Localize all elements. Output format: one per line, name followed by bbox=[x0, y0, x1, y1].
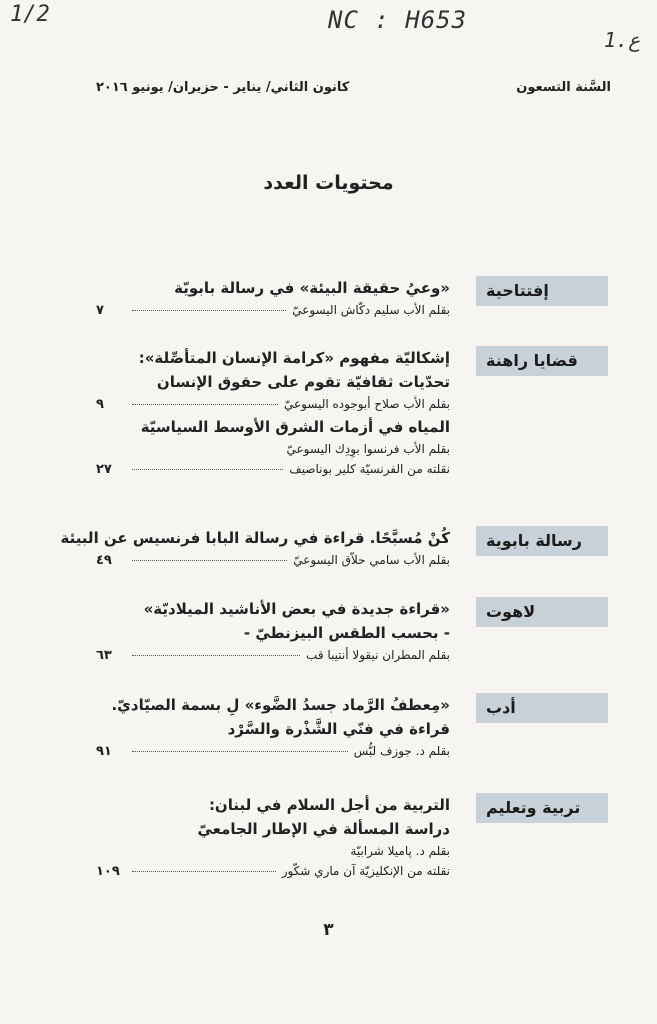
article-title: قراءة في فنّي الشَّذْرة والسَّرْد bbox=[227, 720, 450, 738]
issue-date: كانون الثاني/ يناير - حزيران/ يونيو ٢٠١٦ bbox=[96, 80, 350, 95]
dot-leader bbox=[132, 871, 276, 872]
handwritten-catalog-code: NC : H653 bbox=[328, 6, 468, 34]
author-credit: بقلم د. جوزف لبُّس bbox=[353, 744, 450, 758]
page-ref: ٢٧ bbox=[96, 462, 112, 477]
article-author-line bbox=[96, 394, 450, 415]
article-title: كُنْ مُسبَّحًا. قراءة في رسالة البابا فرنسيس عن البيئة bbox=[60, 529, 450, 547]
toc-entries bbox=[96, 346, 450, 480]
page-ref: ٩١ bbox=[96, 744, 112, 759]
category-label: رسالة بابوية bbox=[476, 526, 608, 556]
toc-entries bbox=[96, 276, 450, 321]
dot-leader bbox=[132, 404, 278, 405]
category-label: أدب bbox=[476, 693, 608, 723]
article-title: «مِعطفُ الرَّماد جسدُ الضَّوء» لِ بسمة الصيّاديّ. bbox=[111, 696, 450, 714]
toc-entries bbox=[96, 597, 450, 666]
article-title: تحدّيات ثقافيّة تقوم على حقوق الإنسان bbox=[156, 373, 450, 391]
article-author-line bbox=[96, 439, 450, 459]
category-label: تربية وتعليم bbox=[476, 793, 608, 823]
article-title: إشكاليّة مفهوم «كرامة الإنسان المتأصِّلة»: bbox=[138, 349, 450, 367]
author-credit: بقلم الأب سامي حلاّق اليسوعيّ bbox=[293, 553, 450, 567]
page-ref: ٧ bbox=[96, 303, 104, 318]
dot-leader bbox=[132, 560, 287, 561]
page-ref: ١٠٩ bbox=[96, 864, 120, 879]
article-title: «قراءة جديدة في بعض الأناشيد الميلاديّة» bbox=[143, 600, 450, 618]
article-title: التربية من أجل السلام في لبنان: bbox=[208, 796, 450, 814]
author-credit: بقلم الأب صلاح أبوجوده اليسوعيّ bbox=[284, 397, 450, 411]
article-title: دراسة المسألة في الإطار الجامعيّ bbox=[197, 820, 450, 838]
article-author-line bbox=[96, 861, 450, 882]
dot-leader bbox=[132, 310, 286, 311]
category-label: قضايا راهنة bbox=[476, 346, 608, 376]
article-author-line bbox=[96, 459, 450, 480]
article-title: «وعيُ حقيقة البيئة» في رسالة بابويّة bbox=[174, 279, 450, 297]
dot-leader bbox=[132, 655, 300, 656]
article-author-line bbox=[96, 300, 450, 321]
author-credit: بقلم د. پاميلا شرابيّة bbox=[350, 844, 450, 858]
author-credit: بقلم المطران نيقولا أنتيبا قب bbox=[306, 648, 450, 662]
author-credit: بقلم الأب فرنسوا بوِدِك اليسوعيّ bbox=[286, 442, 450, 456]
category-label: لاهوت bbox=[476, 597, 608, 627]
dot-leader bbox=[132, 469, 283, 470]
article-title: - بحسب الطقس البيزنطيّ - bbox=[243, 624, 450, 642]
category-label: إفتتاحية bbox=[476, 276, 608, 306]
handwritten-fraction: 1/2 bbox=[10, 2, 50, 27]
page-ref: ٤٩ bbox=[96, 553, 112, 568]
handwritten-corner-mark: 1.ع bbox=[604, 28, 641, 52]
page-ref: ٦٣ bbox=[96, 648, 112, 663]
article-author-line bbox=[96, 741, 450, 762]
page-header bbox=[96, 80, 611, 100]
dot-leader bbox=[132, 751, 348, 752]
author-credit: نقلته من الفرنسيّة كلير بوناصيف bbox=[289, 462, 450, 476]
volume-year: السَّنة التسعون bbox=[516, 80, 611, 95]
page-ref: ٩ bbox=[96, 397, 104, 412]
author-credit: بقلم الأب سليم دكّاش اليسوعيّ bbox=[292, 303, 450, 317]
toc-entries bbox=[96, 793, 450, 882]
article-author-line bbox=[96, 841, 450, 861]
toc-entries bbox=[60, 526, 450, 571]
page-title: محتويات العدد bbox=[263, 172, 394, 194]
article-author-line bbox=[96, 645, 450, 666]
author-credit: نقلته من الإنكليزيّة آن ماري شكّور bbox=[281, 864, 450, 878]
page-number: ٣ bbox=[323, 920, 334, 940]
article-title: المياه في أزمات الشرق الأوسط السياسيّة bbox=[140, 418, 450, 436]
toc-entries bbox=[96, 693, 450, 762]
article-author-line bbox=[96, 550, 450, 571]
